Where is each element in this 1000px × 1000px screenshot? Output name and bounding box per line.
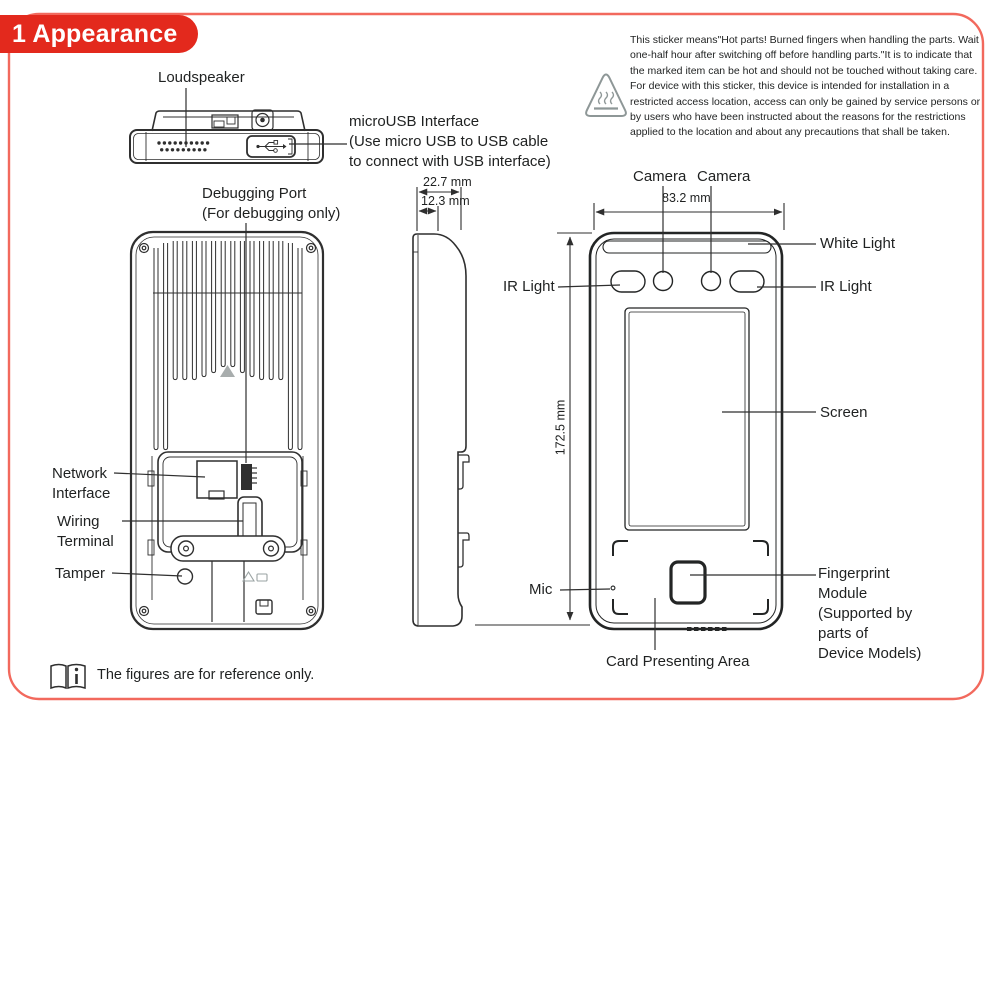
manual-book-icon [51, 665, 85, 689]
camera-left-part [654, 272, 673, 291]
label-network-interface: Network Interface [52, 465, 111, 502]
front-view-drawing [590, 233, 782, 631]
label-camera-right: Camera [697, 168, 751, 185]
mounting-bar [171, 536, 285, 561]
dim-depth-total: 22.7 mm [423, 175, 472, 189]
bottom-tab [256, 600, 272, 614]
ir-light-right-part [730, 271, 764, 292]
label-mic: Mic [529, 581, 553, 598]
label-ir-light-right: IR Light [820, 278, 872, 295]
top-view-drawing [130, 110, 323, 163]
label-fingerprint-module: Fingerprint Module (Supported by parts of Device Models) [818, 565, 922, 662]
camera-right-part [702, 272, 721, 291]
section-banner [0, 15, 198, 53]
heat-fins [154, 241, 302, 450]
label-microusb: microUSB Interface (Use micro USB to USB cable to connect with USB interface) [349, 113, 551, 170]
fingerprint-module-part [671, 562, 705, 603]
label-ir-light-left: IR Light [503, 278, 555, 295]
label-debugging-port: Debugging Port (For debugging only) [202, 185, 341, 222]
label-card-presenting-area: Card Presenting Area [606, 653, 750, 670]
speaker-holes [157, 141, 209, 151]
ir-light-left-part [611, 271, 645, 292]
microusb-port [247, 136, 295, 157]
label-loudspeaker: Loudspeaker [158, 69, 245, 86]
label-screen: Screen [820, 404, 868, 421]
label-tamper: Tamper [55, 565, 106, 582]
label-white-light: White Light [820, 235, 896, 252]
hot-parts-warning-text: This sticker means"Hot parts! Burned fingers when handling the parts. Wait one-half hour after switching off before handling parts."It is to indicate that the marked item can be hot and should not be touched without taking care. For device with this sticker, this device is intended for installation in a restricted access location, access can only be gained by service persons or by users who have been instructed about the reasons for the restrictions applied to the location and about any precautions that shall be taken. [630, 34, 981, 139]
caution-marks [243, 572, 267, 581]
back-view-drawing [131, 232, 323, 629]
label-wiring-terminal: Wiring Terminal [57, 513, 114, 550]
dim-front-height: 172.5 mm [553, 399, 568, 456]
network-port [197, 461, 237, 499]
side-view-drawing [413, 234, 469, 626]
mic-hole [611, 586, 615, 590]
screen-part [625, 308, 749, 530]
hot-surface-warning-icon [586, 75, 626, 117]
figures-note-text: The figures are for reference only. [97, 667, 315, 683]
dim-front-width: 83.2 mm [662, 191, 711, 205]
white-light-bar [603, 241, 771, 253]
dim-depth-front: 12.3 mm [421, 194, 470, 208]
label-camera-left: Camera [633, 168, 687, 185]
debug-connector [241, 464, 257, 490]
section-banner-label: 1 Appearance [12, 19, 178, 48]
